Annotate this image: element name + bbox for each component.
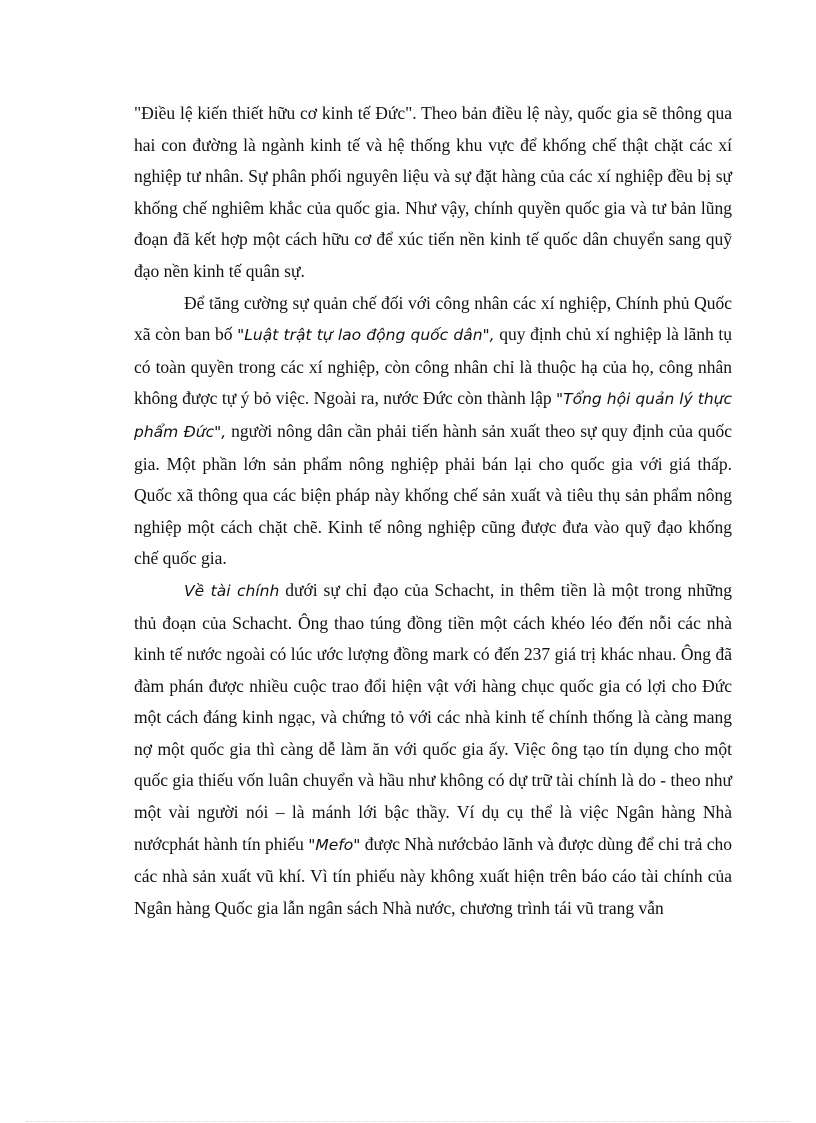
text-run: "Điều lệ kiến thiết hữu cơ kinh tế Đức". Theo bản điều lệ này, quốc gia sẽ thông qua hai con đường là ngành kinh tế và hệ thống khu vực để khống chế thật chặt các xí nghiệp tư nhân. Sự phân phối nguyên liệu và sự đặt hàng của các xí nghiệp đều bị sự khống chế nghiêm khắc của quốc gia. Như vậy, chính quyền quốc gia và tư bản lũng đoạn đã kết hợp một cách hữu cơ để xúc tiến nền kinh tế quốc dân chuyển sang quỹ đạo nền kinh tế quân sự. xyxy=(134,103,732,281)
text-run: được Nhà nướcbảo lãnh và được dùng để chi trả cho các nhà sản xuất vũ khí. Vì tín phiếu này không xuất hiện trên báo cáo tài chính của Ngân hàng Quốc gia lẫn ngân sách Nhà nước, chương trình tái vũ trang vẫn xyxy=(134,833,732,918)
text-run: dưới sự chỉ đạo của Schacht, in thêm tiền là một trong những thủ đoạn của Schacht. Ông thao túng đồng tiền một cách khéo léo đến nỗi các nhà kinh tế nước ngoài có lúc ước lượng đồng mark có đến 237 giá trị khác nhau. Ông đã đàm phán được nhiều cuộc trao đổi hiện vật với hàng chục quốc gia có lợi cho Đức một cách đáng kinh ngạc, và chứng tỏ với các nhà kinh tế chính thống là càng mang nợ một quốc gia thì càng dễ làm ăn với quốc gia ấy. Việc ông tạo tín dụng cho một quốc gia thiếu vốn luân chuyển và hầu như không có dự trữ tài chính là do - theo như một vài người nói – là mánh lới bậc thầy. Ví dụ cụ thể là việc Ngân hàng Nhà nướcphát hành tín phiếu xyxy=(134,579,732,854)
paragraph xyxy=(134,575,732,925)
text-run: quy định chủ xí nghiệp là lãnh tụ có toàn quyền trong các xí nghiệp, còn công nhân chỉ là thuộc hạ của họ, công nhân không được tự ý bỏ việc. Ngoài ra, nước Đức còn thành lập xyxy=(134,324,732,409)
italic-text-run: "Tổng hội quản lý thực phẩm Đức", xyxy=(134,390,732,441)
paragraph xyxy=(134,98,732,288)
italic-text-run: "Mefo" xyxy=(308,835,361,854)
text-run: Để tăng cường sự quản chế đối với công nhân các xí nghiệp, Chính phủ Quốc xã còn ban bố xyxy=(134,292,732,345)
italic-text-run: Về tài chính xyxy=(184,581,280,600)
italic-text-run: "Luật trật tự lao động quốc dân", xyxy=(237,326,495,345)
text-run: người nông dân cần phải tiến hành sản xuất theo sự quy định của quốc gia. Một phần lớn sản phẩm nông nghiệp phải bán lại cho quốc gia với giá thấp. Quốc xã thông qua các biện pháp này khống chế sản xuất và tiêu thụ sản phẩm nông nghiệp một cách chặt chẽ. Kinh tế nông nghiệp cũng được đưa vào quỹ đạo khống chế quốc gia. xyxy=(134,420,732,569)
document-body xyxy=(134,98,732,924)
paragraph xyxy=(134,288,732,575)
page-footer-divider xyxy=(26,1121,790,1122)
